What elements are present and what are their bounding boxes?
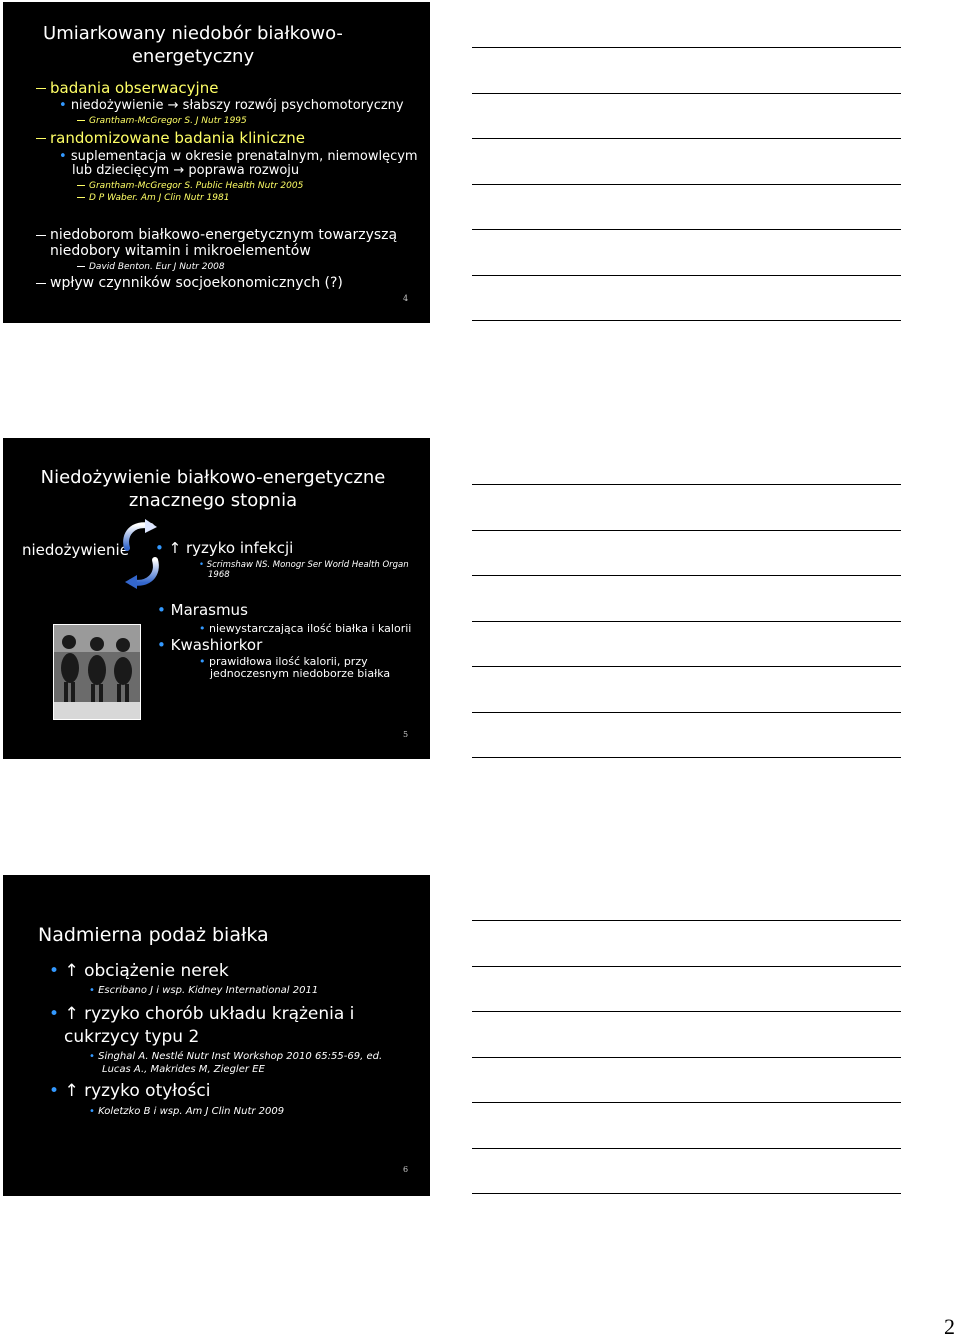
- note-line[interactable]: [472, 229, 901, 230]
- section-socioeconomic: wpływ czynników socjoekonomicznych (?): [36, 275, 343, 291]
- dash-marker: [77, 185, 85, 186]
- bullet-dot: •: [157, 601, 166, 619]
- list-item-infection: • ↑ ryzyko infekcji: [155, 539, 294, 557]
- note-line[interactable]: [472, 484, 901, 485]
- note-line[interactable]: [472, 530, 901, 531]
- dash-marker: [36, 235, 46, 236]
- note-line[interactable]: [472, 1011, 901, 1012]
- item-text: niedożywienie: [70, 98, 164, 113]
- note-line[interactable]: [472, 1102, 901, 1103]
- slide-title: Umiarkowany niedobór białkowo-energetyczny: [43, 23, 343, 67]
- citation: • Singhal A. Nestlé Nutr Inst Workshop 2010 65:55-69, ed. Lucas A., Makrides M, Ziegler EE: [89, 1051, 383, 1075]
- note-line[interactable]: [472, 320, 901, 321]
- slide-number: 4: [403, 294, 409, 303]
- dash-marker: [36, 283, 46, 284]
- citation: D P Waber. Am J Clin Nutr 1981: [77, 193, 229, 204]
- bullet-dot: •: [199, 655, 206, 668]
- bullet-dot: •: [59, 149, 67, 164]
- slide-title: Nadmierna podaż białka: [38, 924, 269, 946]
- bullet-dot: •: [157, 636, 166, 654]
- dash-marker: [36, 138, 46, 139]
- note-line[interactable]: [472, 138, 901, 139]
- list-item: • ↑ obciążenie nerek: [49, 961, 229, 981]
- arrow-head-bottom: [125, 575, 137, 589]
- list-item: • ↑ ryzyko otyłości: [49, 1081, 211, 1101]
- bullet-dot: •: [59, 98, 67, 113]
- item-text: lub dziecięcym: [72, 163, 170, 178]
- note-line[interactable]: [472, 575, 901, 576]
- slide-number: 5: [403, 730, 409, 739]
- left-label: niedożywienie: [22, 541, 129, 559]
- slide-6: [3, 875, 430, 1196]
- list-item: • ↑ ryzyko chorób układu krążenia i cukrzycy typu 2: [49, 1004, 355, 1047]
- note-line[interactable]: [472, 93, 901, 94]
- bullet-dot: •: [89, 1106, 95, 1117]
- section-label: badania obserwacyjne: [50, 79, 219, 97]
- slide-title: Niedożywienie białkowo-energetyczne znacznego stopnia: [40, 467, 386, 511]
- note-line[interactable]: [472, 920, 901, 921]
- note-line[interactable]: [472, 275, 901, 276]
- section-label: randomizowane badania kliniczne: [50, 129, 305, 147]
- note-line[interactable]: [472, 666, 901, 667]
- list-item-marasmus: • Marasmus: [157, 601, 248, 619]
- dash-marker: [77, 120, 85, 121]
- note-line[interactable]: [472, 966, 901, 967]
- item-text: słabszy rozwój psychomotoryczny: [182, 98, 404, 113]
- bullet-dot: •: [199, 560, 205, 570]
- citation: • Scrimshaw NS. Monogr Ser World Health Organ 1968: [199, 560, 409, 580]
- section-rct: [36, 129, 305, 147]
- sub-item: • prawidłowa ilość kalorii, przy jednoczesnym niedoborze białka: [199, 655, 391, 680]
- note-line[interactable]: [472, 184, 901, 185]
- list-item: [59, 98, 404, 113]
- bullet-dot: •: [199, 622, 206, 635]
- bullet-dot: •: [155, 539, 164, 557]
- note-line[interactable]: [472, 47, 901, 48]
- note-line[interactable]: [472, 757, 901, 758]
- bullet-dot: •: [89, 985, 95, 996]
- slide-5: [3, 438, 430, 759]
- citation: Grantham-McGregor S. Public Health Nutr 2005: [77, 181, 303, 192]
- note-line[interactable]: [472, 1148, 901, 1149]
- slide-number: 6: [403, 1165, 409, 1174]
- list-item: [59, 150, 418, 178]
- dash-marker: [77, 266, 85, 267]
- right-arrow-icon: →: [173, 163, 185, 178]
- bullet-dot: •: [89, 1051, 95, 1062]
- dash-marker: [36, 88, 46, 89]
- slide-4: [3, 2, 430, 323]
- section-micronutrients: niedoborom białkowo-energetycznym towarzyszą niedobory witamin i mikroelementów: [36, 227, 397, 259]
- citation: Grantham-McGregor S. J Nutr 1995: [77, 116, 247, 127]
- arrow-head-top: [145, 519, 157, 533]
- section-observational: [36, 79, 218, 97]
- note-line[interactable]: [472, 621, 901, 622]
- citation: • Koletzko B i wsp. Am J Clin Nutr 2009: [89, 1106, 285, 1117]
- sub-item: • niewystarczająca ilość białka i kalorii: [199, 622, 412, 635]
- note-line[interactable]: [472, 712, 901, 713]
- bullet-dot: •: [49, 1081, 60, 1101]
- list-item-kwashiorkor: • Kwashiorkor: [157, 636, 263, 654]
- citation: • Escribano J i wsp. Kidney International 2011: [89, 985, 319, 996]
- item-text: poprawa rozwoju: [188, 163, 300, 178]
- citation: David Benton. Eur J Nutr 2008: [77, 262, 225, 273]
- note-line[interactable]: [472, 1057, 901, 1058]
- bullet-dot: •: [49, 1004, 60, 1024]
- right-arrow-icon: →: [167, 98, 179, 113]
- bullet-dot: •: [49, 961, 60, 981]
- note-line[interactable]: [472, 1193, 901, 1194]
- page-number: 2: [944, 1314, 955, 1339]
- children-photo: [53, 624, 141, 720]
- dash-marker: [77, 197, 85, 198]
- item-text: suplementacja w okresie prenatalnym, niemowlęcym: [70, 149, 418, 164]
